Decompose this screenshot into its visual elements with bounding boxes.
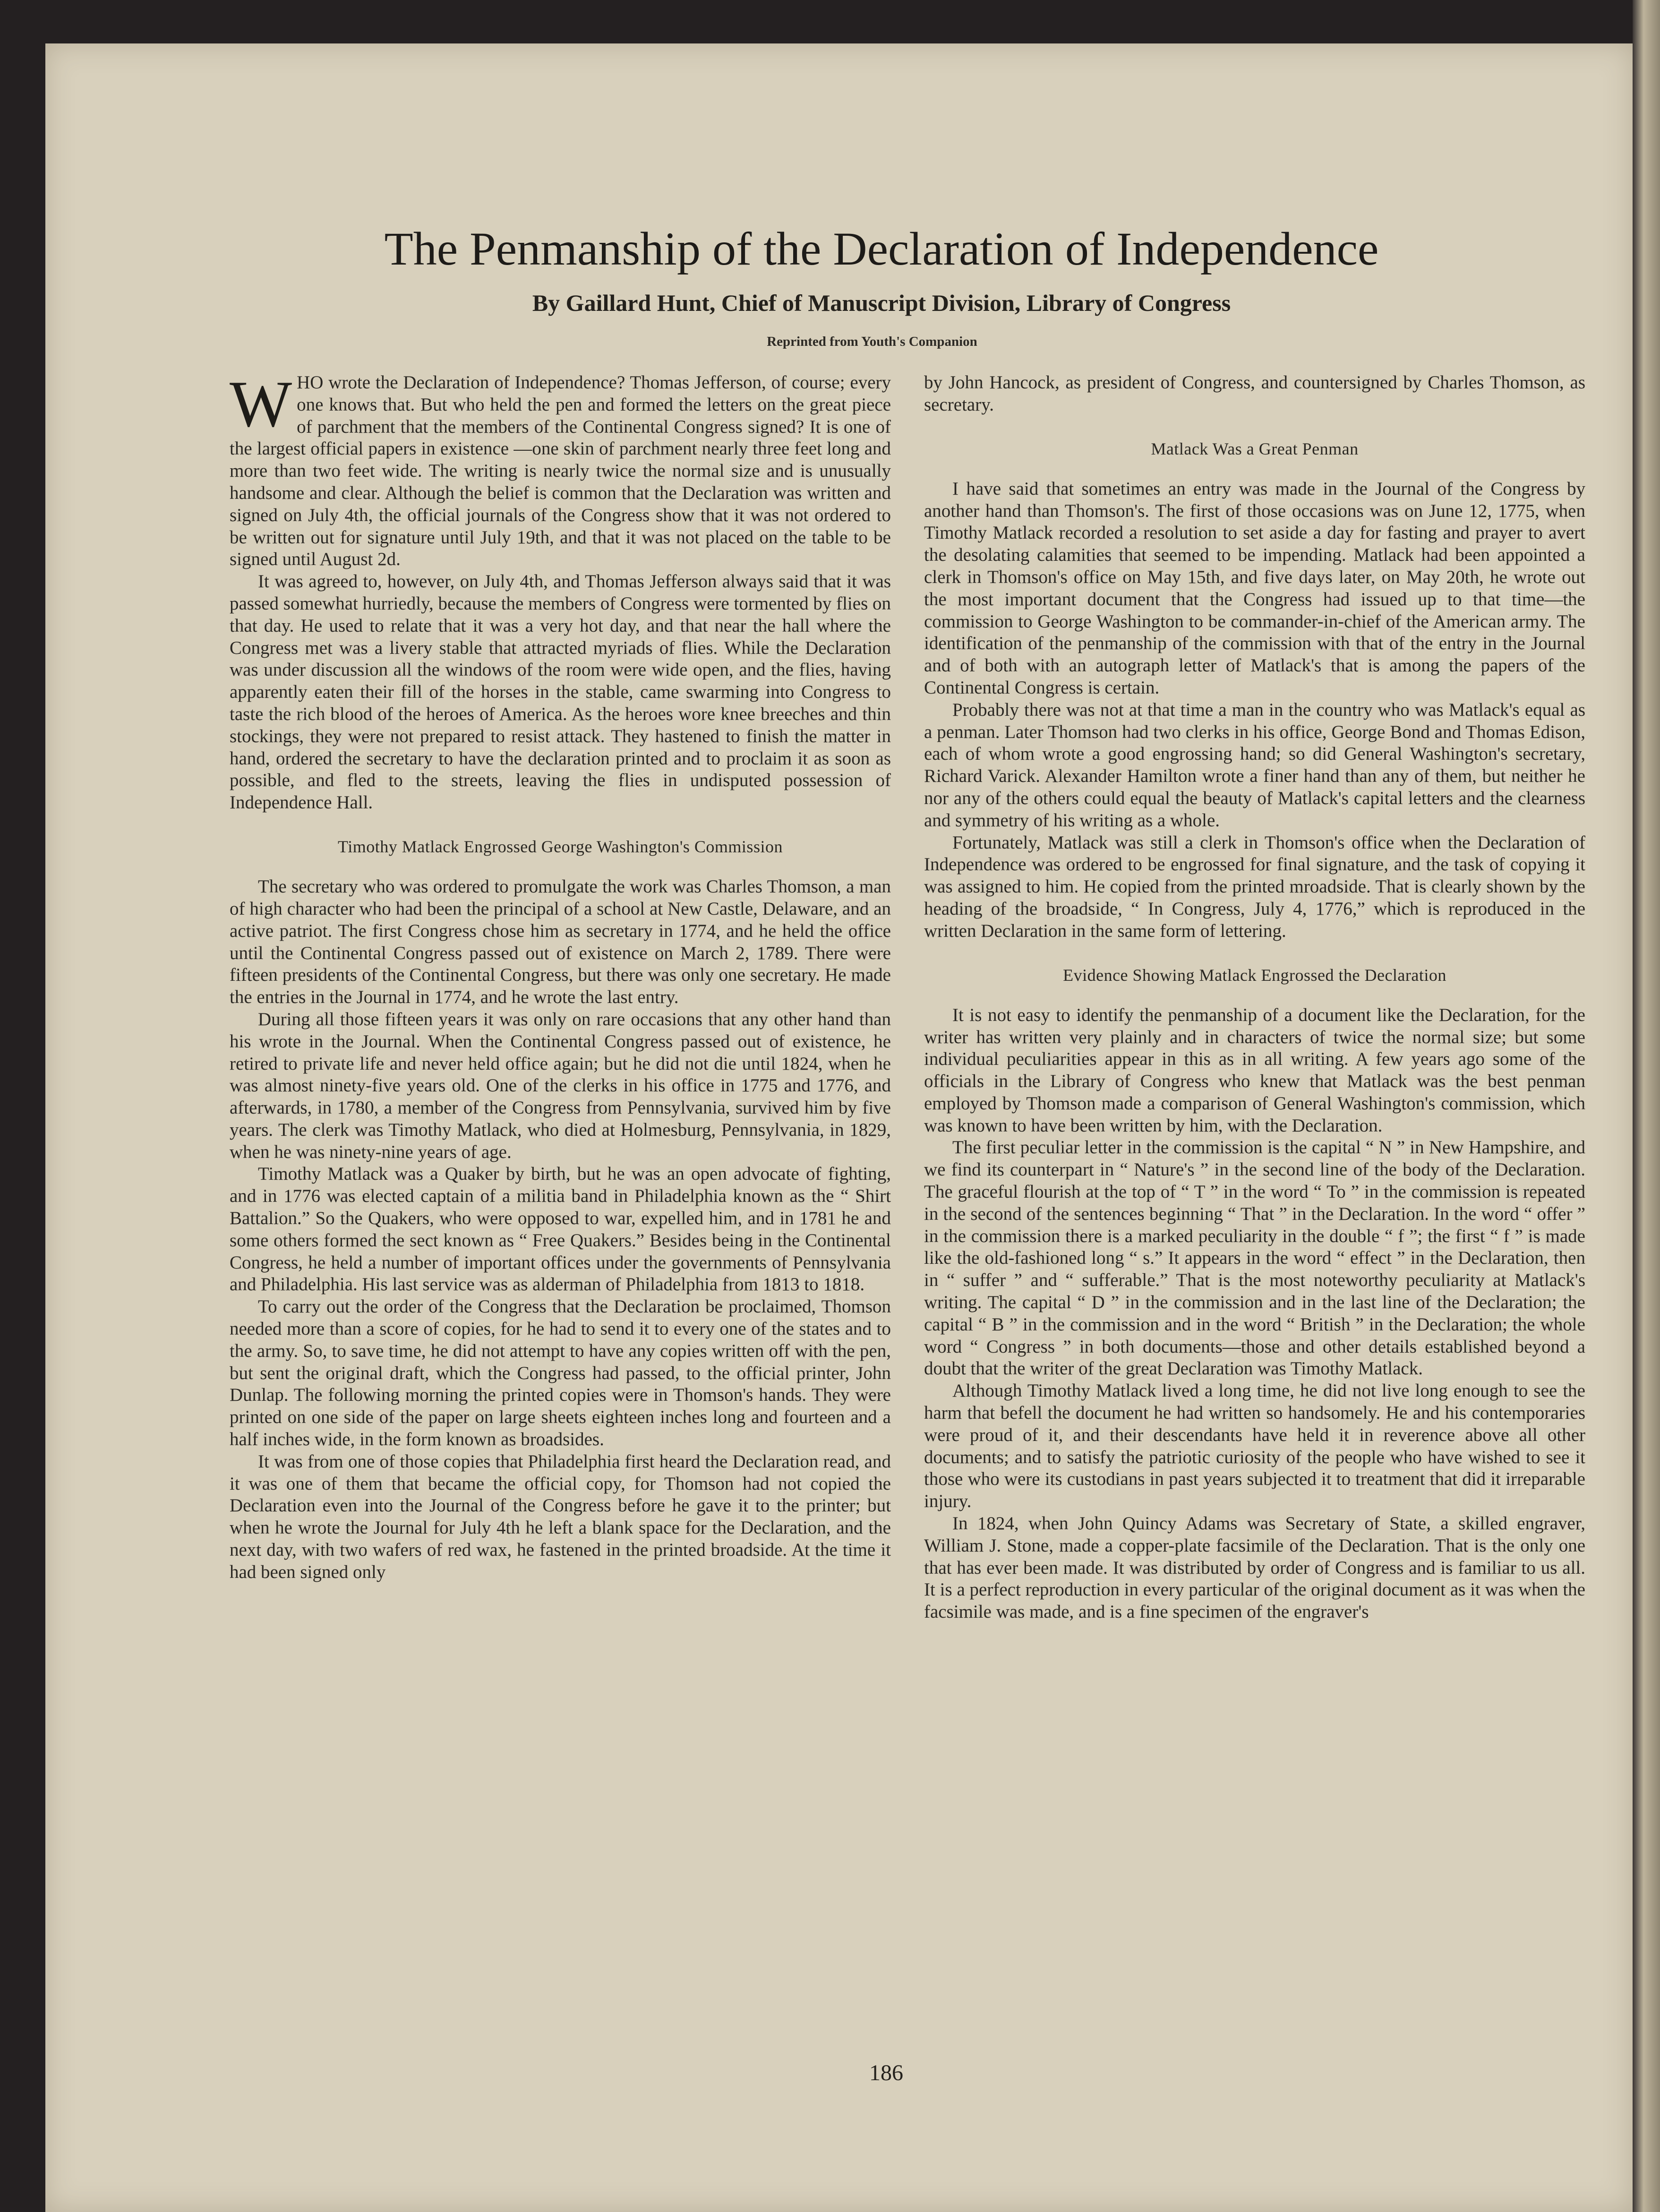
paragraph: Timothy Matlack was a Quaker by birth, but he was an open advocate of fighting, and in 1776 was elected captain of a militia band in Philadelphia known as the “ Shirt Battalion.” So the Quakers, who were opposed to war, expelled him, and in 1781 he and some others formed the sect known as “ Free Quakers.” Besides being in the Continental Congress, he held a number of important offices under the governments of Pennsylvania and Philadelphia. His last service was as alderman of Philadelphia from 1813 to 1818. [230,1164,891,1295]
right-column [924,372,1585,1623]
paragraph: During all those fifteen years it was only on rare occasions that any other hand than his wrote in the Journal. When the Continental Congress passed out of existence, he retired to private life and never held office again; but he did not die until 1824, when he was almost ninety-five years old. One of the clerks in his office in 1775 and 1776, and afterwards, in 1780, a member of the Congress from Pennsylvania, survived him by five years. The clerk was Timothy Matlack, who died at Holmesburg, Pennsylvania, in 1829, when he was ninety-nine years of age. [230,1009,891,1162]
reprint-note: Reprinted from Youth's Companion [767,334,977,349]
paragraph: The secretary who was ordered to promulgate the work was Charles Thomson, a man of high character who had been the principal of a school at New Castle, Delaware, and an active patriot. The first Congress chose him as secretary in 1774, and he held the office until the Continental Congress passed out of existence on March 2, 1789. There were fifteen presidents of the Continental Congress, but there was only one secretary. He made the entries in the Journal in 1774, and he wrote the last entry. [230,876,891,1008]
paragraph: Probably there was not at that time a man in the country who was Matlack's equal as a penman. Later Thomson had two clerks in his office, George Bond and Thomas Edison, each of whom wrote a good engrossing hand; so did General Washington's secretary, Richard Varick. Alexander Hamilton wrote a finer hand than any of them, but neither he nor any of the others could equal the beauty of Matlack's capital letters and the clearness and symmetry of his writing as a whole. [924,699,1585,831]
paragraph: by John Hancock, as president of Congress, and countersigned by Charles Thomson, as secretary. [924,372,1585,415]
paragraph: Fortunately, Matlack was still a clerk in Thomson's office when the Declaration of Independence was ordered to be engrossed for final signature, and the task of copying it was assigned to him. He copied from the printed mroadside. That is clearly shown by the heading of the broadside, “ In Congress, July 4, 1776,” which is reproduced in the written Declaration in the same form of lettering. [924,832,1585,941]
paragraph: It is not easy to identify the penmanship of a document like the Declaration, for the writer has written very plainly and in characters of twice the normal size; but some individual peculiarities appear in this as in all writing. A few years ago some of the officials in the Library of Congress who knew that Matlack was the best penman employed by Thomson made a comparison of General Washington's commission, which was known to have been written by him, with the Declaration. [924,1004,1585,1136]
section-heading: Timothy Matlack Engrossed George Washington's Commission [338,837,783,856]
article-title: The Penmanship of the Declaration of Independence [384,223,1379,275]
paragraph: To carry out the order of the Congress that the Declaration be proclaimed, Thomson needed more than a score of copies, for he had to send it to every one of the states and to the army. So, to save time, he did not attempt to have any copies written off with the pen, but sent the original draft, which the Congress had passed, to the official printer, John Dunlap. The following morning the printed copies were in Thomson's hands. They were printed on one side of the paper on large sheets eighteen inches long and fourteen and a half inches wide, in the form known as broadsides. [230,1296,891,1450]
drop-cap: W [230,368,292,441]
magazine-page [45,43,1633,2212]
paragraph: The first peculiar letter in the commission is the capital “ N ” in New Hampshire, and we find its counterpart in “ Nature's ” in the second line of the body of the Declaration. The graceful flourish at the top of “ T ” in the word “ To ” in the commission is repeated in the second of the sentences beginning “ That ” in the Declaration. In the word “ offer ” in the commission there is a marked peculiarity in the double “ f ”; the first “ f ” is made like the old-fashioned long “ s.” It appears in the word “ effect ” in the Declaration, then in “ suffer ” and “ sufferable.” That is the most noteworthy peculiarity at Matlack's writing. The capital “ D ” in the commission and in the last line of the Declaration; the capital “ B ” in the commission and in the word “ British ” in the Declaration; the whole word “ Congress ” in both documents—those and other details established beyond a doubt that the writer of the great Declaration was Timothy Matlack. [924,1137,1585,1379]
left-column [230,368,891,1584]
paragraph: It was agreed to, however, on July 4th, and Thomas Jefferson always said that it was passed somewhat hurriedly, because the members of Congress were tormented by flies on that day. He used to relate that it was a very hot day, and that near the hall where the Congress met was a livery stable that attracted myriads of flies. While the Declaration was under discussion all the windows of the room were wide open, and the flies, having apparently eaten their fill of the horses in the stable, came swarming into Congress to taste the rich blood of the heroes of America. As the heroes wore knee breeches and thin stockings, they were not prepared to resist attack. They hastened to finish the matter in hand, ordered the secretary to have the declaration printed and to proclaim it as soon as possible, and fled to the streets, leaving the flies in undisputed possession of Independence Hall. [230,571,891,813]
paragraph: It was from one of those copies that Philadelphia first heard the Declaration read, and it was one of them that became the official copy, for Thomson had not copied the Declaration even into the Journal of the Congress before he gave it to the printer; but when he wrote the Journal for July 4th he left a blank space for the Declaration, and the next day, with two wafers of red wax, he fastened in the printed broadside. At the time it had been signed only [230,1451,891,1582]
page-number: 186 [869,2060,903,2085]
section-heading: Evidence Showing Matlack Engrossed the Declaration [1063,965,1446,985]
paragraph: Although Timothy Matlack lived a long time, he did not live long enough to see the harm that befell the document he had written so handsomely. He and his contemporaries were proud of it, and their descendants have held it in reverence above all other documents; and to satisfy the patriotic curiosity of the people who have wished to see it those who were its custodians in past years subjected it to treatment that did it irreparable injury. [924,1380,1585,1512]
opening-text: HO wrote the Declaration of Independence? Thomas Jefferson, of course; every one knows that. But who held the pen and formed the letters on the great piece of parchment that the members of the Continental Congress signed? It is one of the largest official papers in existence —one skin of parchment nearly three feet long and more than two feet wide. The writing is nearly twice the normal size and is unusually handsome and clear. Although the belief is common that the Declaration was written and signed on July 4th, the official journals of the Congress show that it was not ordered to be written out for signature until July 19th, and that it was not placed on the table to be signed until August 2d. [230,372,891,570]
paragraph: I have said that sometimes an entry was made in the Journal of the Congress by another hand than Thomson's. The first of those occasions was on June 12, 1775, when Timothy Matlack recorded a resolution to set aside a day for fasting and prayer to avert the desolating calamities that seemed to be impending. Matlack had been appointed a clerk in Thomson's office on May 15th, and five days later, on May 20th, he wrote out the most important document that the Congress had issued up to that time—the commission to George Washington to be commander-in-chief of the American army. The identification of the penmanship of the commission with that of the entry in the Journal and of both with an autograph letter of Matlack's that is among the papers of the Continental Congress is certain. [924,478,1585,698]
section-heading: Matlack Was a Great Penman [1151,439,1359,458]
adjacent-page-edge [1633,0,1660,2212]
paragraph: In 1824, when John Quincy Adams was Secretary of State, a skilled engraver, William J. Stone, made a copper-plate facsimile of the Declaration. That is the only one that has ever been made. It was distributed by order of Congress and is familiar to us all. It is a perfect reproduction in every particular of the original document as it was when the facsimile was made, and is a fine specimen of the engraver's [924,1513,1585,1622]
article-byline: By Gaillard Hunt, Chief of Manuscript Division, Library of Congress [532,290,1231,316]
paragraph [230,368,891,571]
